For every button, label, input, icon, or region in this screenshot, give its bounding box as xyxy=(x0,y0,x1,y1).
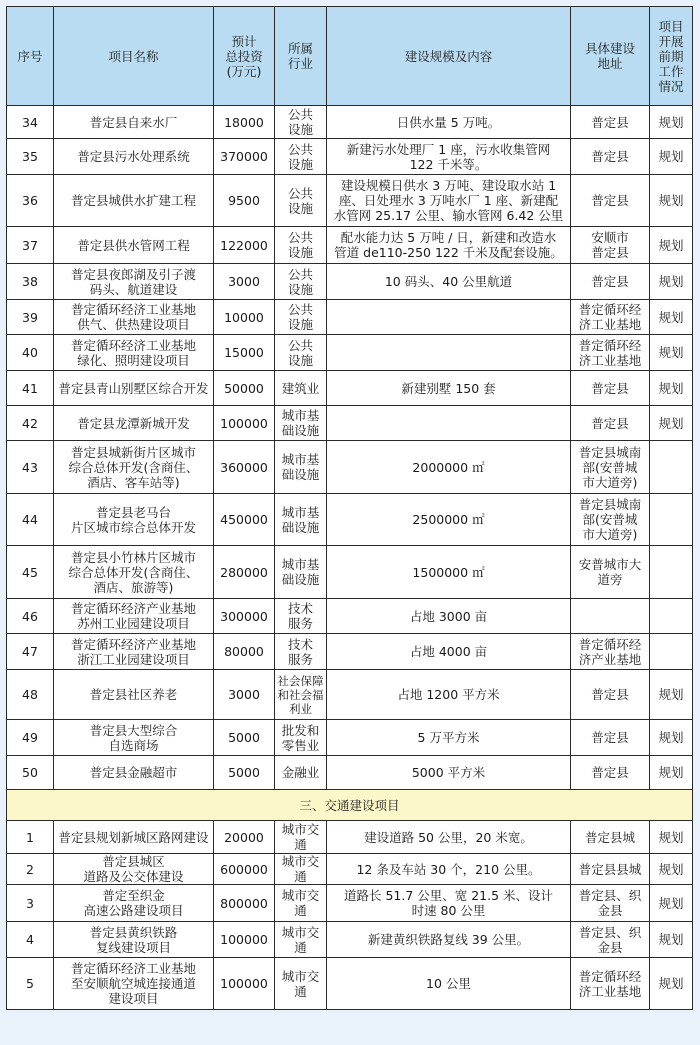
cell-scale: 2000000 ㎡ xyxy=(327,441,571,494)
cell-status xyxy=(650,546,693,599)
cell-scale: 10 码头、40 公里航道 xyxy=(327,264,571,300)
table-row xyxy=(7,441,693,494)
cell-no: 46 xyxy=(7,599,54,634)
cell-industry: 城市交通 xyxy=(275,922,327,958)
cell-name: 普定县社区养老 xyxy=(54,670,214,720)
table-row xyxy=(7,227,693,264)
cell-no: 2 xyxy=(7,854,54,885)
cell-industry: 公共 设施 xyxy=(275,264,327,300)
cell-invest: 370000 xyxy=(214,139,275,175)
cell-industry: 建筑业 xyxy=(275,371,327,406)
cell-industry: 批发和 零售业 xyxy=(275,720,327,756)
cell-address: 普定循环经 济产业基地 xyxy=(571,634,650,670)
cell-no: 41 xyxy=(7,371,54,406)
cell-address: 普定县 xyxy=(571,175,650,227)
cell-invest: 800000 xyxy=(214,885,275,922)
cell-scale: 2500000 ㎡ xyxy=(327,494,571,546)
cell-industry: 城市基 础设施 xyxy=(275,441,327,494)
cell-name: 普定至织金 高速公路建设项目 xyxy=(54,885,214,922)
cell-name: 普定循环经济工业基地 至安顺航空城连接通道 建设项目 xyxy=(54,958,214,1010)
cell-status xyxy=(650,494,693,546)
cell-name: 普定县夜郎湖及引子渡 码头、航道建设 xyxy=(54,264,214,300)
section-title: 三、交通建设项目 xyxy=(7,790,693,821)
cell-industry: 城市基 础设施 xyxy=(275,546,327,599)
cell-no: 5 xyxy=(7,958,54,1010)
cell-address: 普定县县城 xyxy=(571,854,650,885)
cell-name: 普定县黄织铁路 复线建设项目 xyxy=(54,922,214,958)
cell-industry: 公共 设施 xyxy=(275,175,327,227)
cell-scale xyxy=(327,406,571,441)
cell-name: 普定循环经济工业基地 绿化、照明建设项目 xyxy=(54,335,214,371)
cell-no: 44 xyxy=(7,494,54,546)
table-row xyxy=(7,371,693,406)
table-row xyxy=(7,599,693,634)
cell-name: 普定县规划新城区路网建设 xyxy=(54,821,214,854)
cell-name: 普定县城新街片区城市 综合总体开发(含商住、 酒店、客车站等) xyxy=(54,441,214,494)
cell-invest: 100000 xyxy=(214,406,275,441)
cell-no: 50 xyxy=(7,756,54,790)
cell-name: 普定县自来水厂 xyxy=(54,106,214,139)
cell-status: 规划 xyxy=(650,821,693,854)
cell-scale: 占地 4000 亩 xyxy=(327,634,571,670)
cell-no: 43 xyxy=(7,441,54,494)
cell-address: 普定循环经 济工业基地 xyxy=(571,300,650,335)
table-row xyxy=(7,264,693,300)
cell-name: 普定县城供水扩建工程 xyxy=(54,175,214,227)
cell-address: 普定县 xyxy=(571,406,650,441)
table-row xyxy=(7,720,693,756)
cell-address: 普定循环经 济工业基地 xyxy=(571,335,650,371)
cell-no: 42 xyxy=(7,406,54,441)
cell-industry: 城市基 础设施 xyxy=(275,494,327,546)
header-name: 项目名称 xyxy=(54,7,214,106)
cell-industry: 社会保障 和社会福 利业 xyxy=(275,670,327,720)
table-row xyxy=(7,139,693,175)
cell-address xyxy=(571,599,650,634)
table-row xyxy=(7,175,693,227)
cell-invest: 3000 xyxy=(214,670,275,720)
cell-industry: 城市基 础设施 xyxy=(275,406,327,441)
cell-name: 普定县青山别墅区综合开发 xyxy=(54,371,214,406)
cell-scale: 建设规模日供水 3 万吨、建设取水站 1 座、日处理水 3 万吨水厂 1 座、新建配 水管网 25.17 公里、输水管网 6.42 公里 xyxy=(327,175,571,227)
cell-address: 普定县城南 部(安普城 市大道旁) xyxy=(571,494,650,546)
cell-scale: 配水能力达 5 万吨 / 日，新建和改造水 管道 de110-250 122 千米及配套设施。 xyxy=(327,227,571,264)
cell-status: 规划 xyxy=(650,756,693,790)
cell-scale: 5000 平方米 xyxy=(327,756,571,790)
table-row xyxy=(7,494,693,546)
cell-status: 规划 xyxy=(650,335,693,371)
cell-no: 3 xyxy=(7,885,54,922)
table-row xyxy=(7,821,693,854)
table-row xyxy=(7,406,693,441)
cell-name: 普定循环经济产业基地 浙江工业园建设项目 xyxy=(54,634,214,670)
cell-address: 普定县、织 金县 xyxy=(571,922,650,958)
table-row xyxy=(7,335,693,371)
header-no: 序号 xyxy=(7,7,54,106)
cell-invest: 122000 xyxy=(214,227,275,264)
cell-invest: 9500 xyxy=(214,175,275,227)
cell-name: 普定县供水管网工程 xyxy=(54,227,214,264)
cell-scale: 日供水量 5 万吨。 xyxy=(327,106,571,139)
cell-name: 普定县老马台 片区城市综合总体开发 xyxy=(54,494,214,546)
cell-address: 普定县城 xyxy=(571,821,650,854)
cell-no: 38 xyxy=(7,264,54,300)
cell-invest: 80000 xyxy=(214,634,275,670)
cell-industry: 技术 服务 xyxy=(275,634,327,670)
cell-scale: 建设道路 50 公里，20 米宽。 xyxy=(327,821,571,854)
cell-industry: 公共 设施 xyxy=(275,139,327,175)
header-status: 项目 开展 前期 工作 情况 xyxy=(650,7,693,106)
cell-invest: 50000 xyxy=(214,371,275,406)
cell-no: 34 xyxy=(7,106,54,139)
cell-no: 4 xyxy=(7,922,54,958)
table-row xyxy=(7,756,693,790)
cell-name: 普定循环经济工业基地 供气、供热建设项目 xyxy=(54,300,214,335)
cell-name: 普定县小竹林片区城市 综合总体开发(含商住、 酒店、旅游等) xyxy=(54,546,214,599)
cell-address: 普定县 xyxy=(571,670,650,720)
cell-industry: 城市交通 xyxy=(275,958,327,1010)
cell-no: 48 xyxy=(7,670,54,720)
header-industry: 所属 行业 xyxy=(275,7,327,106)
cell-status xyxy=(650,441,693,494)
cell-address: 安普城市大 道旁 xyxy=(571,546,650,599)
cell-status xyxy=(650,634,693,670)
header-scale: 建设规模及内容 xyxy=(327,7,571,106)
cell-invest: 280000 xyxy=(214,546,275,599)
table-row xyxy=(7,546,693,599)
cell-invest: 450000 xyxy=(214,494,275,546)
cell-status xyxy=(650,599,693,634)
cell-no: 47 xyxy=(7,634,54,670)
cell-no: 39 xyxy=(7,300,54,335)
cell-address: 普定县 xyxy=(571,139,650,175)
cell-name: 普定县污水处理系统 xyxy=(54,139,214,175)
table-row xyxy=(7,854,693,885)
cell-scale: 12 条及车站 30 个，210 公里。 xyxy=(327,854,571,885)
cell-invest: 100000 xyxy=(214,922,275,958)
cell-status: 规划 xyxy=(650,139,693,175)
cell-name: 普定县龙潭新城开发 xyxy=(54,406,214,441)
cell-no: 40 xyxy=(7,335,54,371)
cell-invest: 18000 xyxy=(214,106,275,139)
cell-no: 49 xyxy=(7,720,54,756)
project-table xyxy=(6,6,693,1010)
cell-industry: 技术 服务 xyxy=(275,599,327,634)
cell-scale xyxy=(327,300,571,335)
cell-status: 规划 xyxy=(650,670,693,720)
cell-invest: 300000 xyxy=(214,599,275,634)
cell-address: 普定县 xyxy=(571,371,650,406)
cell-status: 规划 xyxy=(650,227,693,264)
cell-industry: 城市交通 xyxy=(275,821,327,854)
cell-scale: 5 万平方米 xyxy=(327,720,571,756)
cell-industry: 公共 设施 xyxy=(275,300,327,335)
table-row xyxy=(7,634,693,670)
cell-industry: 金融业 xyxy=(275,756,327,790)
cell-scale: 1500000 ㎡ xyxy=(327,546,571,599)
cell-status: 规划 xyxy=(650,885,693,922)
cell-status: 规划 xyxy=(650,720,693,756)
cell-no: 1 xyxy=(7,821,54,854)
cell-no: 45 xyxy=(7,546,54,599)
section-row xyxy=(7,790,693,821)
cell-name: 普定循环经济产业基地 苏州工业园建设项目 xyxy=(54,599,214,634)
cell-invest: 15000 xyxy=(214,335,275,371)
cell-scale: 占地 1200 平方米 xyxy=(327,670,571,720)
cell-address: 安顺市 普定县 xyxy=(571,227,650,264)
cell-industry: 城市交通 xyxy=(275,854,327,885)
header-address: 具体建设 地址 xyxy=(571,7,650,106)
cell-address: 普定县 xyxy=(571,756,650,790)
cell-status: 规划 xyxy=(650,854,693,885)
cell-invest: 10000 xyxy=(214,300,275,335)
cell-invest: 360000 xyxy=(214,441,275,494)
cell-name: 普定县城区 道路及公交体建设 xyxy=(54,854,214,885)
cell-name: 普定县金融超市 xyxy=(54,756,214,790)
cell-scale: 道路长 51.7 公里、宽 21.5 米、设计 时速 80 公里 xyxy=(327,885,571,922)
cell-status: 规划 xyxy=(650,406,693,441)
cell-invest: 100000 xyxy=(214,958,275,1010)
table-row xyxy=(7,106,693,139)
cell-status: 规划 xyxy=(650,300,693,335)
cell-name: 普定县大型综合 自选商场 xyxy=(54,720,214,756)
cell-address: 普定县城南 部(安普城 市大道旁) xyxy=(571,441,650,494)
cell-scale xyxy=(327,335,571,371)
cell-address: 普定县 xyxy=(571,264,650,300)
cell-scale: 占地 3000 亩 xyxy=(327,599,571,634)
header-invest: 预计 总投资 (万元) xyxy=(214,7,275,106)
cell-address: 普定循环经 济工业基地 xyxy=(571,958,650,1010)
table-row xyxy=(7,958,693,1010)
project-table-page xyxy=(6,6,693,1010)
cell-invest: 20000 xyxy=(214,821,275,854)
cell-no: 35 xyxy=(7,139,54,175)
cell-industry: 城市交通 xyxy=(275,885,327,922)
cell-status: 规划 xyxy=(650,106,693,139)
cell-no: 36 xyxy=(7,175,54,227)
cell-scale: 新建污水处理厂 1 座，污水收集管网 122 千米等。 xyxy=(327,139,571,175)
cell-scale: 10 公里 xyxy=(327,958,571,1010)
cell-status: 规划 xyxy=(650,958,693,1010)
cell-no: 37 xyxy=(7,227,54,264)
cell-invest: 3000 xyxy=(214,264,275,300)
cell-invest: 5000 xyxy=(214,756,275,790)
header-row xyxy=(7,7,693,106)
cell-industry: 公共 设施 xyxy=(275,335,327,371)
cell-scale: 新建别墅 150 套 xyxy=(327,371,571,406)
table-row xyxy=(7,922,693,958)
cell-address: 普定县、织 金县 xyxy=(571,885,650,922)
cell-status: 规划 xyxy=(650,922,693,958)
cell-status: 规划 xyxy=(650,264,693,300)
cell-address: 普定县 xyxy=(571,720,650,756)
cell-industry: 公共 设施 xyxy=(275,227,327,264)
table-row xyxy=(7,885,693,922)
cell-industry: 公共 设施 xyxy=(275,106,327,139)
cell-status: 规划 xyxy=(650,175,693,227)
cell-invest: 5000 xyxy=(214,720,275,756)
cell-invest: 600000 xyxy=(214,854,275,885)
cell-address: 普定县 xyxy=(571,106,650,139)
table-row xyxy=(7,300,693,335)
table-row xyxy=(7,670,693,720)
cell-scale: 新建黄织铁路复线 39 公里。 xyxy=(327,922,571,958)
cell-status: 规划 xyxy=(650,371,693,406)
